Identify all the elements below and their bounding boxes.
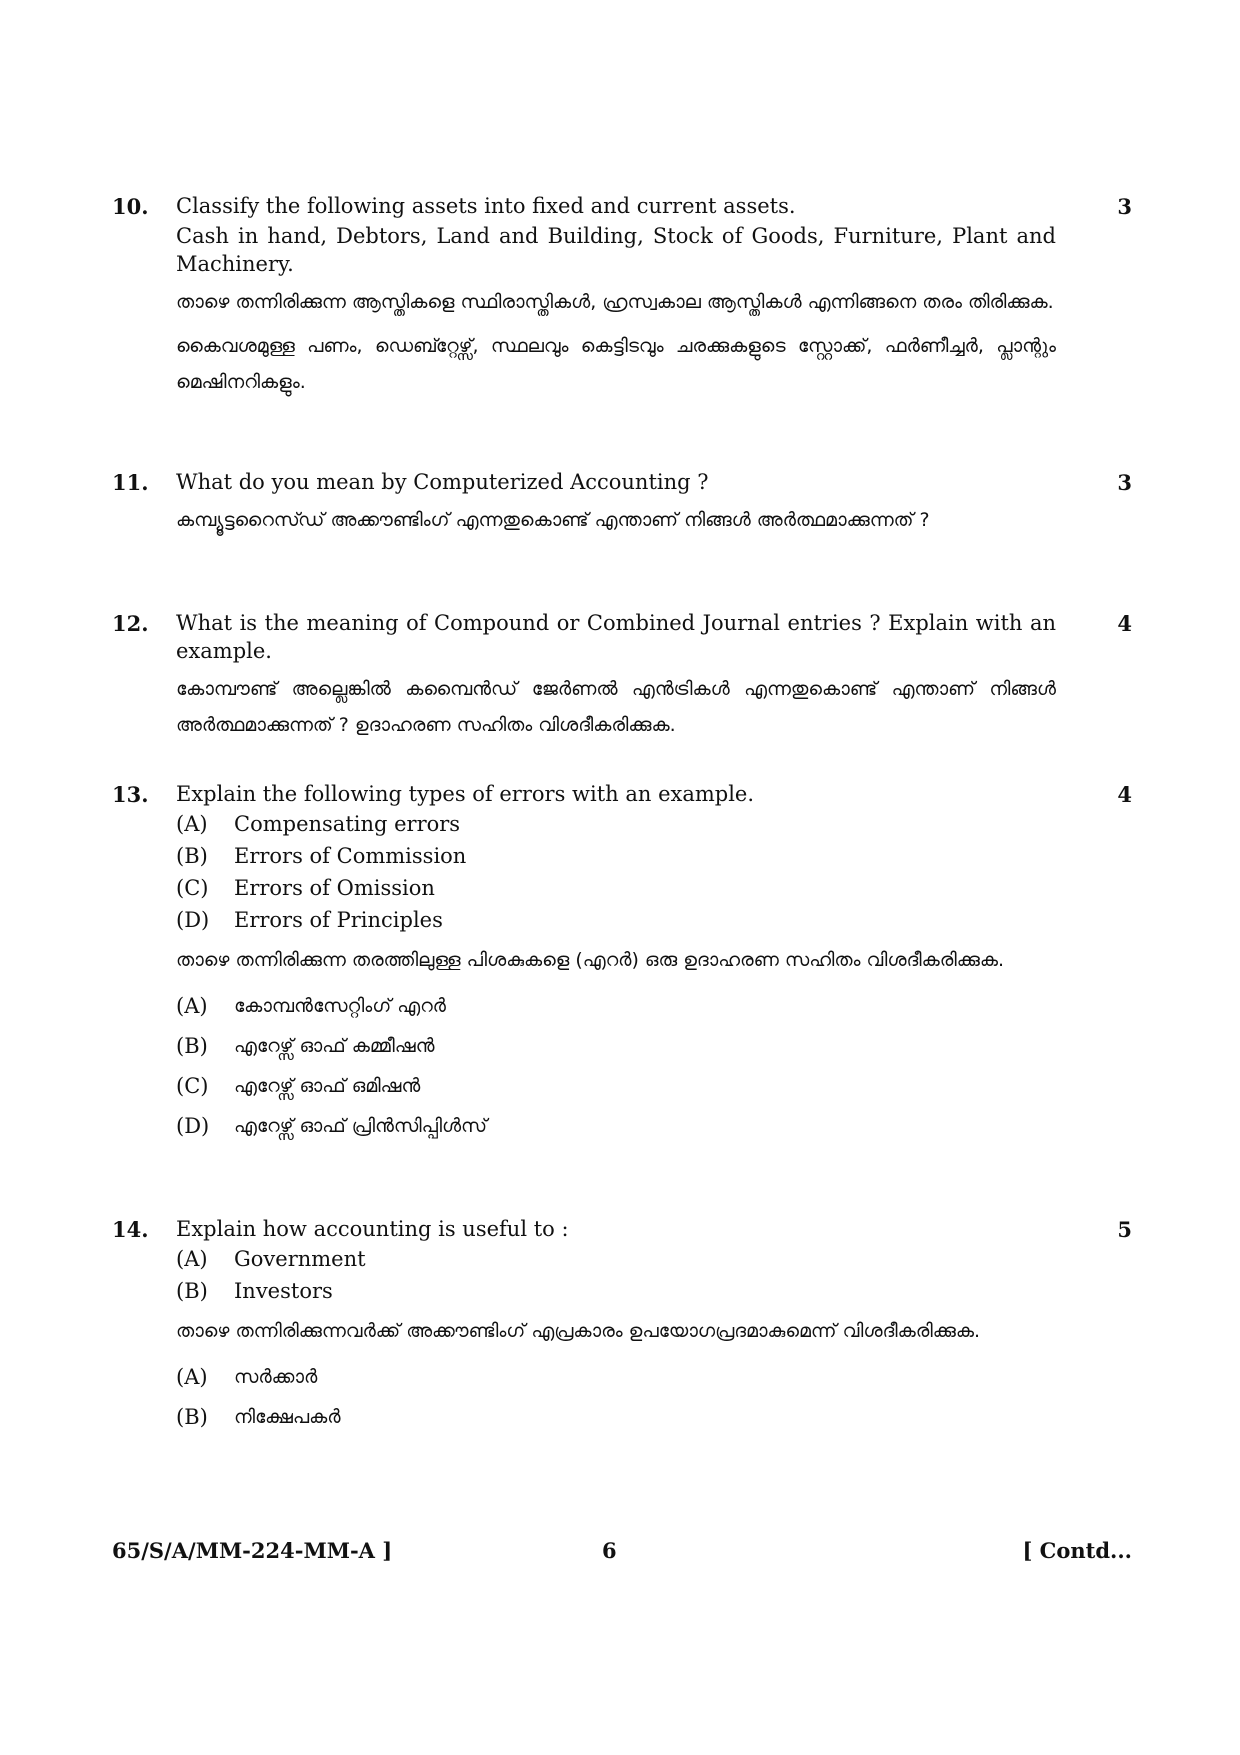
option-a-ml: (A) കോമ്പൻസേറ്റിംഗ് എറർ	[176, 994, 446, 1018]
question-text-en: Cash in hand, Debtors, Land and Building, Stock of Goods, Furniture, Plant and Machinery.	[176, 224, 1056, 276]
option-c: (C) Errors of Omission	[176, 876, 435, 900]
marks: 5	[1117, 1217, 1132, 1242]
question-text-ml: കൈവശമുള്ള പണം, ഡെബ്റ്റേഴ്സ്, സ്ഥലവും കെട്ടിടവും ചരക്കുകളുടെ സ്റ്റോക്ക്, ഫർണീച്ചർ, പ്ലാന്റും മെഷിനറികളും.	[176, 335, 1056, 393]
question-body	[176, 609, 1056, 751]
page-footer	[112, 1538, 1132, 1570]
question-text-en: What is the meaning of Compound or Combined Journal entries ? Explain with an example.	[176, 611, 1056, 663]
question-text-ml: താഴെ തന്നിരിക്കുന്ന തരത്തിലുള്ള പിശകുകളെ (എറർ) ഒരു ഉദാഹരണ സഹിതം വിശദീകരിക്കുക.	[176, 949, 1004, 971]
question-text-ml: താഴെ തന്നിരിക്കുന്ന ആസ്തികളെ സ്ഥിരാസ്തികൾ, ഹ്രസ്വകാല ആസ്തികൾ എന്നിങ്ങനെ തരം തിരിക്കുക.	[176, 291, 1054, 313]
marks: 3	[1117, 470, 1132, 495]
option-d-ml: (D) എറേഴ്സ് ഓഫ് പ്രിൻസിപ്പിൾസ്	[176, 1114, 488, 1138]
question-text-ml: കമ്പ്യൂട്ടറൈസ്ഡ് അക്കൗണ്ടിംഗ് എന്നതുകൊണ്ട് എന്താണ് നിങ്ങൾ അർത്ഥമാക്കുന്നത് ?	[176, 509, 930, 531]
question-number: 13.	[112, 782, 149, 807]
question-body	[176, 1215, 1056, 1437]
paper-code: 65/S/A/MM-224-MM-A ]	[112, 1538, 393, 1563]
continued-label: [ Contd...	[1022, 1538, 1132, 1563]
question-text-en: What do you mean by Computerized Accounting ?	[176, 470, 709, 494]
marks: 4	[1117, 782, 1132, 807]
question-body	[176, 780, 1056, 1146]
question-12	[112, 609, 1132, 749]
question-10	[112, 192, 1132, 432]
option-a-ml: (A) സർക്കാർ	[176, 1365, 318, 1389]
question-text-ml: കോമ്പൗണ്ട് അല്ലെങ്കിൽ കമ്പൈൻഡ് ജേർണൽ എൻട്രികൾ എന്നതുകൊണ്ട് എന്താണ് നിങ്ങൾ അർത്ഥമാക്കുന്നത് ? ഉദാഹരണ സഹിതം വിശദീകരിക്കുക.	[176, 678, 1056, 736]
question-text-en: Classify the following assets into fixed and current assets.	[176, 194, 796, 218]
question-11	[112, 468, 1132, 578]
question-number: 10.	[112, 194, 149, 219]
marks: 3	[1117, 194, 1132, 219]
option-b: (B) Errors of Commission	[176, 844, 467, 868]
question-number: 11.	[112, 470, 149, 495]
marks: 4	[1117, 611, 1132, 636]
question-text-en: Explain how accounting is useful to :	[176, 1217, 569, 1241]
option-b-ml: (B) നിക്ഷേപകർ	[176, 1405, 341, 1429]
question-13	[112, 780, 1132, 1180]
option-c-ml: (C) എറേഴ്സ് ഓഫ് ഒമിഷൻ	[176, 1074, 421, 1098]
question-text-ml: താഴെ തന്നിരിക്കുന്നവർക്ക് അക്കൗണ്ടിംഗ് എപ്രകാരം ഉപയോഗപ്രദമാകുമെന്ന് വിശദീകരിക്കുക.	[176, 1320, 981, 1342]
option-b-ml: (B) എറേഴ്സ് ഓഫ് കമ്മീഷൻ	[176, 1034, 435, 1058]
question-body	[176, 468, 1056, 546]
option-b: (B) Investors	[176, 1279, 333, 1303]
question-14	[112, 1215, 1132, 1495]
question-body	[176, 192, 1056, 408]
page-number: 6	[602, 1538, 617, 1563]
question-number: 14.	[112, 1217, 149, 1242]
question-text-en: Explain the following types of errors with an example.	[176, 782, 755, 806]
option-a: (A) Compensating errors	[176, 812, 461, 836]
option-a: (A) Government	[176, 1247, 366, 1271]
question-number: 12.	[112, 611, 149, 636]
option-d: (D) Errors of Principles	[176, 908, 443, 932]
